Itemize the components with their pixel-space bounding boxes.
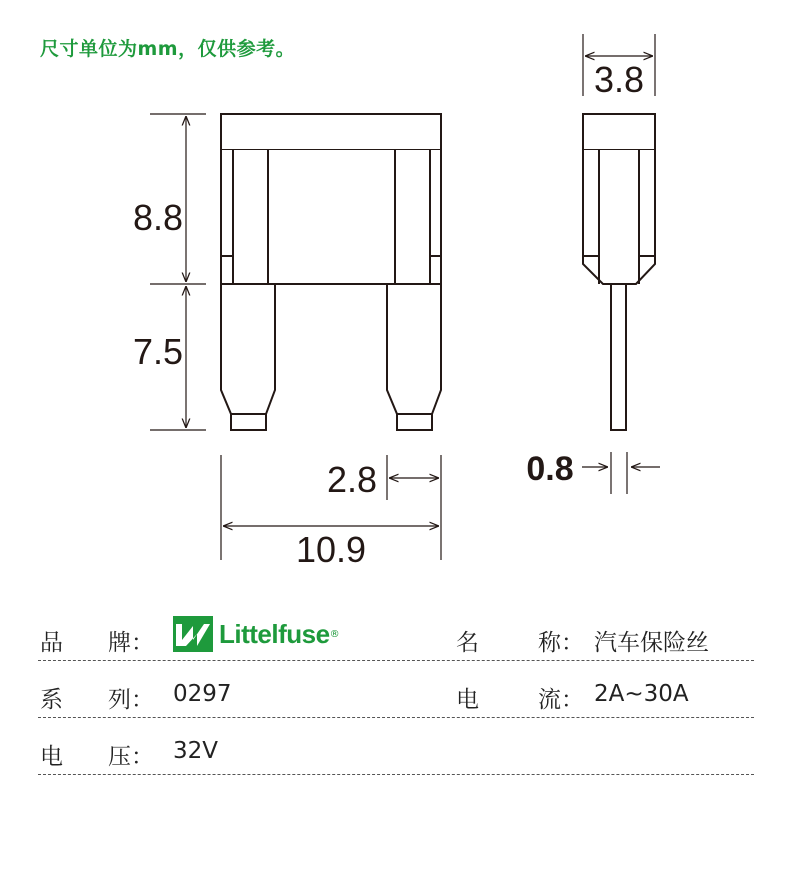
series-value: 0297 <box>173 681 232 707</box>
unit-note: 尺寸单位为mm，仅供参考。 <box>40 38 296 60</box>
voltage-value: 32V <box>173 738 219 764</box>
voltage-label-1: 电 <box>40 744 63 770</box>
name-value: 汽车保险丝 <box>594 630 709 656</box>
current-label-2: 流： <box>538 687 584 713</box>
spec-row-1 <box>38 604 754 661</box>
series-label-1: 系 <box>40 687 63 713</box>
name-label-2: 称： <box>538 630 584 656</box>
spec-row-3 <box>38 718 754 775</box>
side-body <box>583 150 655 284</box>
front-vertical-dimensions <box>150 114 206 430</box>
current-value: 2A~30A <box>594 681 689 707</box>
littelfuse-logo <box>173 616 340 652</box>
littelfuse-logo-text: Littelfuse <box>219 618 330 649</box>
dim-total-width: 10.9 <box>295 529 367 570</box>
brand-label-1: 品 <box>40 630 63 656</box>
name-label-1: 名 <box>456 630 479 656</box>
fuse-front-view <box>221 114 441 430</box>
spec-table <box>38 604 754 775</box>
series-label-2: 列： <box>108 687 154 713</box>
dim-blade-width: 2.8 <box>326 459 378 500</box>
dim-top-width: 3.8 <box>593 59 645 100</box>
dim-body-height: 8.8 <box>132 197 184 238</box>
littelfuse-logo-icon <box>173 616 213 652</box>
dim-blade-length: 7.5 <box>132 331 184 372</box>
brand-label-2: 牌： <box>108 630 154 656</box>
front-right-blade <box>387 284 441 430</box>
side-blade <box>611 284 626 430</box>
dim-blade-thickness: 0.8 <box>526 450 574 488</box>
front-top-cap <box>221 114 441 150</box>
current-label-1: 电 <box>456 687 479 713</box>
voltage-label-2: 压： <box>108 744 154 770</box>
fuse-side-view <box>583 114 655 430</box>
side-top-cap <box>583 114 655 150</box>
front-left-blade <box>221 284 275 430</box>
spec-row-2 <box>38 661 754 718</box>
logo-registered-mark: ® <box>329 628 340 640</box>
front-body <box>221 150 441 284</box>
